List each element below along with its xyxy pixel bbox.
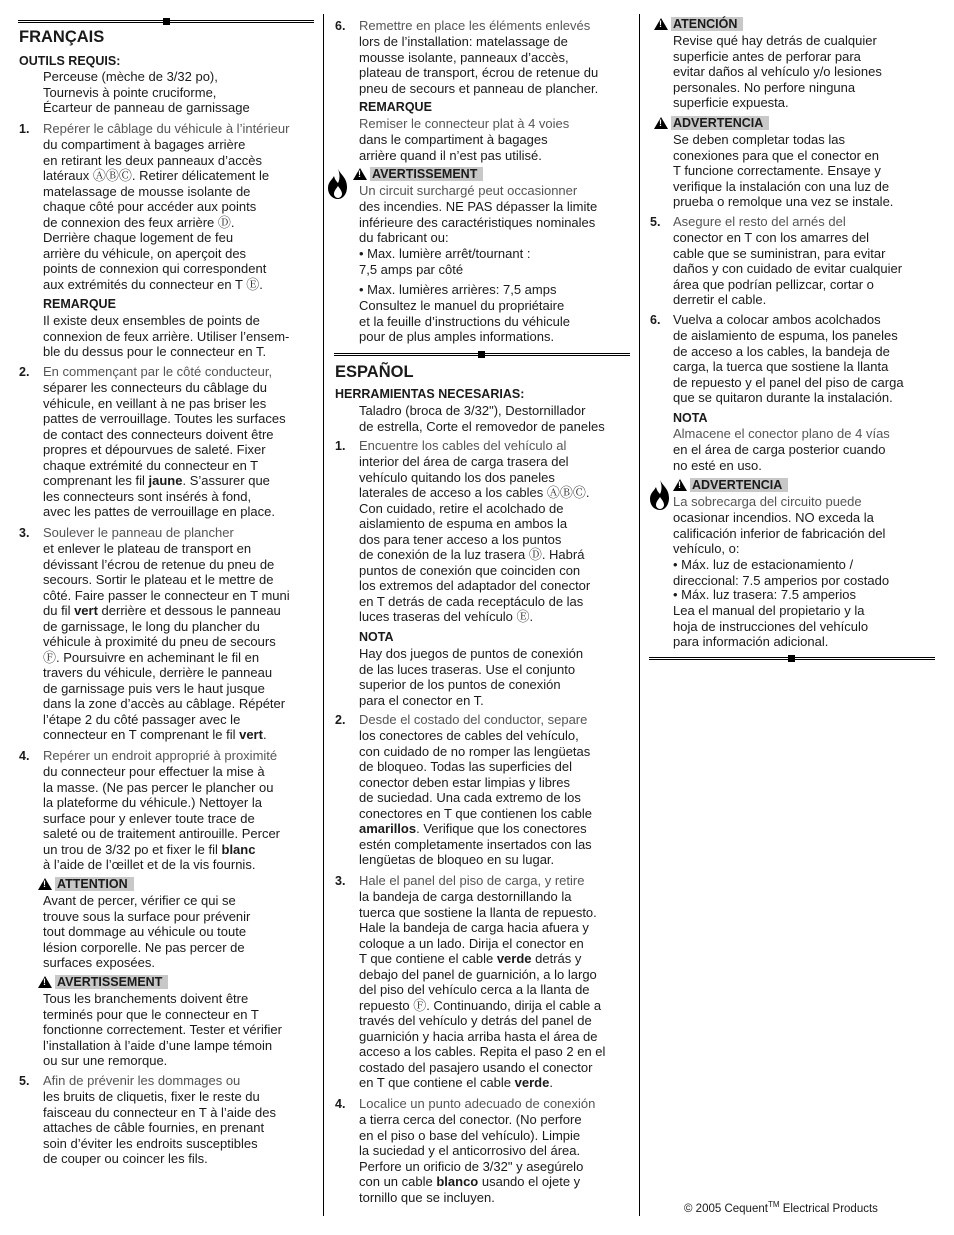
avertissement-fire-text: des incendies. NE PAS dépasser la limite inférieure des caractéristiques nominales du fabricant ou: [359,199,598,245]
rule-marker [478,351,485,358]
es-step-5-text: conector en T con los amarres del cable que se suministran, para evitar daños y con cuidado de evitar cualquier área que podrían pellizcar, cortar o derretir el cable. [673,230,903,307]
step-5-text: les bruits de cliquetis, fixer le reste du faisceau du connecteur en T à l’aide des attaches de câble fournies, en prenant soin d’éviter les endroits susceptibles de couper ou coincer les fils. [43,1089,276,1166]
es-step-1-note-text: Hay dos juegos de puntos de conexión de las luces traseras. Use el conjunto superior de los puntos de conexión para el conector en T. [359,646,584,708]
step-5-number: 5. [19,1074,30,1088]
fr-step-6-note-lead: Remiser le connecteur plat à 4 voies [359,116,570,131]
warning-triangle-icon [353,168,367,180]
step-1-lead: Repérer le câblage du véhicule à l’intérieur [43,121,290,136]
avertissement-fire-bullet-1: • Max. lumière arrêt/tournant : 7,5 amps par côté [359,246,531,277]
step-4-number: 4. [19,749,30,763]
es-step-1-number: 1. [335,439,346,453]
column-divider-2 [639,14,640,1216]
fire-icon [647,479,673,511]
step-2-number: 2. [19,365,30,379]
avertissement-fire-lead: Un circuit surchargé peut occasionner [359,183,578,198]
attention-text: Avant de percer, vérifier ce qui se trouve sous la surface pour prévenir tout dommage au véhicule ou toute lésion corporelle. Ne pas percer de surfaces exposées. [43,893,251,970]
warning-triangle-icon [654,18,668,30]
step-1-text: du compartiment à bagages arrière en retirant les deux panneaux d’accès latéraux ⒶⒷⒸ. Retirer délicatement le matelassage de mousse isolante de chaque côté pour accéder aux points de connexion des feux arrière Ⓓ. Derrière chaque logement de feu arrière du véhicule, on aperçoit des points de connexion qui correspondent aux extrémités du connecteur en T Ⓔ. [43,137,270,292]
step-2-text: séparer les connecteurs du câblage du véhicule, en veillant à ne pas briser les pattes de verrouillage. Toutes les surfaces de contact des connecteurs doivent être propres et dépourvues de saleté. Fixer chaque extrémité du connecteur en T comprenant les fil jaune. S’assurer que les connecteurs sont insérés à fond, avec les pattes de verrouillage en place. [43,380,286,519]
es-step-2-lead: Desde el costado del conductor, separe [359,712,588,727]
fr-step-6-note-title: REMARQUE [359,100,432,114]
es-step-3-text: la bandeja de carga destornillando la tuerca que sostiene la llanta de repuesto. Hale la bandeja de carga hacia afuera y coloque a un lado. Dirija el conector en T que contiene el cable verde detrás y debajo del panel de guarnición, a lo largo del piso del vehículo cerca a la llanta de repuesto Ⓕ. Continuando, dirija el cable a través del vehículo y detrás del panel de guarnición y hacia arriba hasta el área de acceso a los cables. Repita el paso 2 en el costado del pasajero usando el conector en T que contiene el cable verde. [359,889,606,1090]
es-step-2-text: los conectores de cables del vehículo, con cuidado de no romper las lengüetas de bloqueo. Todas las superficies del conector deben estar limpias y libres de suciedad. Una cada extremo de los conectores en T que contienen los cable amarillos. Verifique que los conectores estén completamente insertados con las lengüetas de bloqueo en su lugar. [359,728,592,867]
advertencia-fire-lead: La sobrecarga del circuito puede [673,494,862,509]
step-4-text: du connecteur pour effectuer la mise à la masse. (Ne pas percer le plancher ou la plateforme du véhicule.) Nettoyer la surface pour y enlever toute trace de saleté ou de traitement antirouille. Percer un trou de 3/32 po et fixer le fil blanc à l’aide de l’œillet et de la vis fournis. [43,764,281,872]
advertencia-fire-label: ! ADVERTENCIA [673,478,788,492]
es-step-4-lead: Localice un punto adecuado de conexión [359,1096,596,1111]
es-step-6-note-title: NOTA [673,411,708,425]
es-step-3-lead: Hale el panel del piso de carga, y retire [359,873,585,888]
es-step-6-note-lead: Almacene el conector plano de 4 vías [673,426,890,441]
warning-triangle-icon [673,479,687,491]
advertencia-fire-bullet-1: • Máx. luz de estacionamiento / direccional: 7.5 amperios por costado [673,557,890,588]
step-3-lead: Soulever le panneau de plancher [43,525,234,540]
advertencia-fire-bullet-2: • Máx. luz trasera: 7.5 amperios [673,587,857,602]
warning-triangle-icon [654,117,668,129]
es-step-1-text: interior del área de carga trasera del vehículo quitando los dos paneles laterales de acceso a los cables ⒶⒷⒸ. Con cuidado, retire el acolchado de aislamiento de espuma en ambos la dos para tener acceso a los puntos de conexión de la luz trasera Ⓓ. Habrá puntos de conexión que coinciden con los extremos del adaptador del conector en T detrás de cada receptáculo de las luces traseras del vehículo Ⓔ. [359,454,591,624]
atencion-label: ! ATENCIÓN [654,17,743,31]
step-1-note-title: REMARQUE [43,297,116,311]
step-5-lead: Afin de prévenir les dommages ou [43,1073,241,1088]
step-3-text: et enlever le plateau de transport en dévissant l’écrou de retenue du pneu de secours. Sortir le plateau et le mettre de côté. Faire passer le connecteur en T muni du fil vert derrière et dessous le panneau de garnissage, le long du plancher du véhicule à proximité du pneu de secours Ⓕ. Poursuivre en acheminant le fil en travers du véhicule, derrière le panneau de garnissage puis vers le haut jusque dans la zone d’accès au câblage. Répéter l’étape 2 du côté passager avec le connecteur en T comprenant le fil vert. [43,541,290,742]
es-step-4-text: a tierra cerca del conector. (No perfore en el piso o base del vehículo). Limpie la suciedad y el anticorrosivo del área. Perfore un orificio de 3/32" y asegúrelo con un cable blanco usando el ojete y tornillo que se incluyen. [359,1112,584,1205]
atencion-text: Revise qué hay detrás de cualquier superficie antes de perforar para evitar daños al vehículo y/o lesiones personales. No perfore ninguna superficie expuesta. [673,33,882,110]
es-step-1-note-title: NOTA [359,630,394,644]
step-2-lead: En commençant par le côté conducteur, [43,364,273,379]
step-3-number: 3. [19,526,30,540]
es-step-3-number: 3. [335,874,346,888]
advertencia-label: ! ADVERTENCIA [654,116,769,130]
advertencia-text: Se deben completar todas las conexiones para que el conector en T funcione correctamente. Ensaye y verifique la instalación con una luz de prueba o remolque una vez se instale. [673,132,894,209]
spanish-heading: ESPAÑOL [335,363,414,381]
es-tools-title: HERRAMIENTAS NECESARIAS: [335,387,525,401]
es-step-4-number: 4. [335,1097,346,1111]
avertissement-fire-footer: Consultez le manuel du propriétaire et la feuille d’instructions du véhicule pour de plus amples informations. [359,298,571,344]
es-step-2-number: 2. [335,713,346,727]
es-tools-list: Taladro (broca de 3/32"), Destornillador de estrella, Corte el removedor de paneles [359,403,605,434]
es-step-6-note-text: en el área de carga posterior cuando no esté en uso. [673,442,886,473]
rule-marker [788,655,795,662]
avertissement-label: ! AVERTISSEMENT [38,975,168,989]
tools-required-list: Perceuse (mèche de 3/32 po), Tournevis à pointe cruciforme, Écarteur de panneau de garnissage [43,69,250,115]
advertencia-fire-text: ocasionar incendios. NO exceda la calificación inferior de fabricación del vehículo, o: [673,510,886,556]
fire-icon [325,168,351,200]
warning-triangle-icon [38,878,52,890]
copyright: © 2005 Cequent™ Electrical Products [684,1200,878,1215]
es-step-6-text: de aislamiento de espuma, los paneles de acceso a los cables, la bandeja de carga, la tuerca que sostiene la llanta de repuesto y el panel del piso de carga que se quitaron durante la instalación. [673,328,904,405]
avertissement-text: Tous les branchements doivent être terminés pour que le connecteur en T fonctionne correctement. Tester et vérifier l’installation à l’aide d’une lampe témoin ou sur une remorque. [43,991,282,1068]
es-step-1-lead: Encuentre los cables del vehículo al [359,438,567,453]
avertissement-fire-bullet-2: • Max. lumières arrières: 7,5 amps [359,282,557,297]
fr-step-6-note-text: dans le compartiment à bagages arrière quand il n’est pas utilisé. [359,132,548,163]
rule-marker [163,18,170,25]
step-1-note-text: Il existe deux ensembles de points de connexion de feux arrière. Utiliser l’ensem- ble du dessus pour le connecteur en T. [43,313,290,359]
tools-required-title: OUTILS REQUIS: [19,54,121,68]
fr-step-6-text: lors de l’installation: matelassage de mousse isolante, panneaux d’accès, plateau de transport, écrou de retenue du pneu de secours et panneau de plancher. [359,34,599,96]
french-heading: FRANÇAIS [19,28,105,46]
step-4-lead: Repérer un endroit approprié à proximité [43,748,278,763]
advertencia-fire-footer: Lea el manual del propietario y la hoja de instrucciones del vehículo para información adicional. [673,603,869,649]
avertissement-fire-label: ! AVERTISSEMENT [353,167,483,181]
fr-step-6-number: 6. [335,19,346,33]
column-divider-1 [323,14,324,1216]
es-step-6-lead: Vuelva a colocar ambos acolchados [673,312,881,327]
fr-step-6-lead: Remettre en place les éléments enlevés [359,18,591,33]
es-step-5-number: 5. [650,215,661,229]
attention-label: ! ATTENTION [38,877,134,891]
es-step-5-lead: Asegure el resto del arnés del [673,214,846,229]
es-step-6-number: 6. [650,313,661,327]
warning-triangle-icon [38,976,52,988]
step-1-number: 1. [19,122,30,136]
